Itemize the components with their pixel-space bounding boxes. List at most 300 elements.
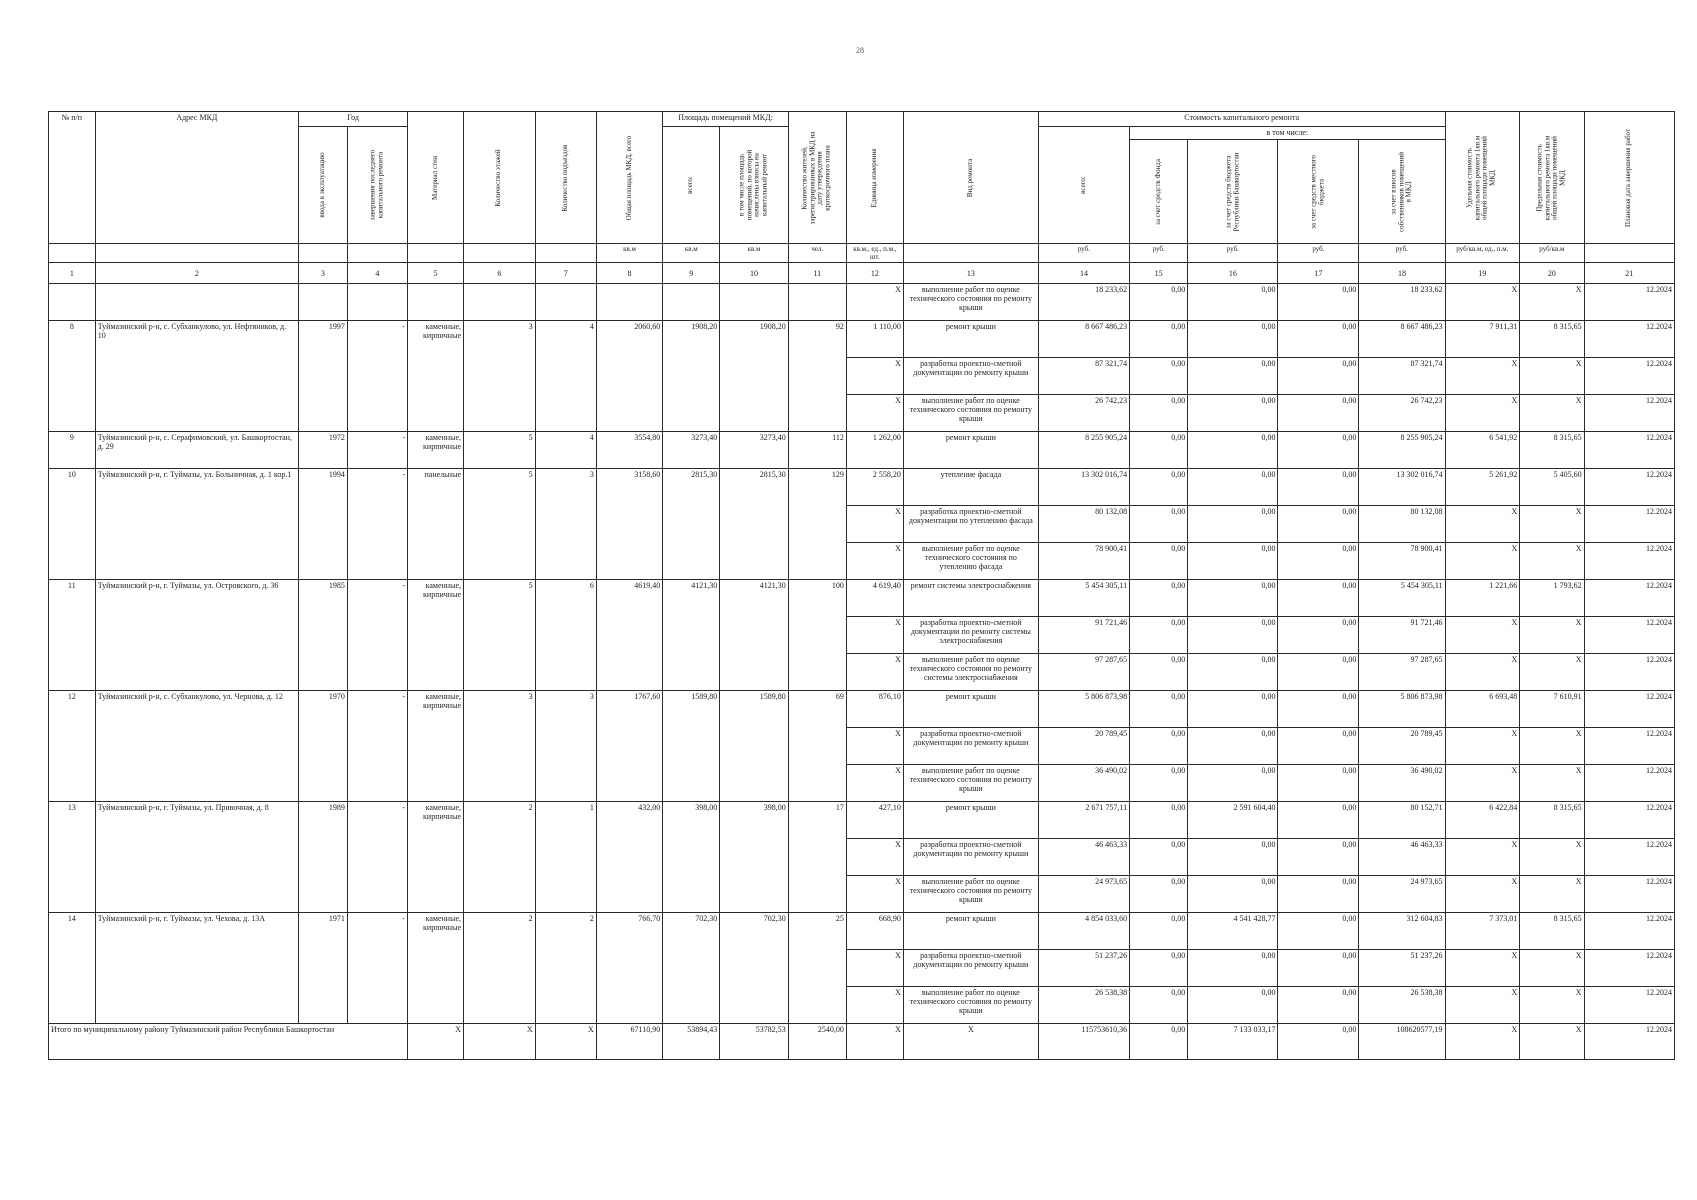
unit-cost-cell: 7 373,01 — [1445, 913, 1520, 950]
repair-type-cell: утепление фасада — [903, 469, 1038, 506]
empty-cell — [95, 284, 298, 321]
cost-local-cell: 0,00 — [1278, 987, 1359, 1024]
max-cost-cell: X — [1520, 358, 1584, 395]
cost-total-cell: 87 321,74 — [1038, 358, 1129, 395]
row-number-cell: 12 — [49, 691, 96, 802]
year-cell: 1972 — [299, 432, 348, 469]
header-planned-date: Плановая дата завершения работ — [1584, 112, 1674, 244]
header-premises-residents: в том числе площадь помещений, по которой начислены взносы на капитальный ремонт — [720, 127, 788, 244]
empty-cell — [720, 284, 788, 321]
last-repair-cell: - — [347, 691, 407, 802]
column-number: 20 — [1520, 263, 1584, 284]
cost-fund-cell: 0,00 — [1130, 321, 1188, 358]
planned-date-cell: 12.2024 — [1584, 284, 1674, 321]
planned-date-cell: 12.2024 — [1584, 617, 1674, 654]
cost-total-cell: 80 132,08 — [1038, 506, 1129, 543]
column-number: 10 — [720, 263, 788, 284]
cost-owners-cell: 8 667 486,23 — [1359, 321, 1445, 358]
header-registered-residents: Количество жителей, зарегистрированных в МКД на дату утверждения краткосрочного плана — [788, 112, 846, 244]
planned-date-cell: 12.2024 — [1584, 395, 1674, 432]
cost-republic-cell: 0,00 — [1188, 876, 1278, 913]
max-cost-cell: X — [1520, 728, 1584, 765]
unit-cost-cell: X — [1445, 284, 1520, 321]
premises-residents-cell: 398,00 — [720, 802, 788, 913]
planned-date-cell: 12.2024 — [1584, 469, 1674, 506]
header-address: Адрес МКД — [95, 112, 298, 244]
cost-local-cell: 0,00 — [1278, 395, 1359, 432]
max-cost-cell: X — [1520, 617, 1584, 654]
premises-residents-cell: 2815,30 — [720, 469, 788, 580]
cost-fund-cell: 0,00 — [1130, 580, 1188, 617]
planned-date-cell: 12.2024 — [1584, 506, 1674, 543]
unit-cost-cell: X — [1445, 728, 1520, 765]
total-repair-type-cell: X — [903, 1024, 1038, 1060]
cost-local-cell: 0,00 — [1278, 580, 1359, 617]
page-number: 28 — [856, 46, 864, 55]
max-cost-cell: 8 315,65 — [1520, 913, 1584, 950]
column-number: 19 — [1445, 263, 1520, 284]
header-premises-total: всего: — [663, 127, 720, 244]
planned-date-cell: 12.2024 — [1584, 876, 1674, 913]
cost-republic-cell: 4 541 428,77 — [1188, 913, 1278, 950]
planned-date-cell: 12.2024 — [1584, 321, 1674, 358]
header-num: № п/п — [49, 112, 96, 244]
max-cost-cell: 5 405,60 — [1520, 469, 1584, 506]
premises-residents-cell: 3273,40 — [720, 432, 788, 469]
total-area-cell: 3158,60 — [596, 469, 662, 580]
planned-date-cell: 12.2024 — [1584, 913, 1674, 950]
row-number-cell: 14 — [49, 913, 96, 1024]
unit-total-area: кв.м — [596, 244, 662, 263]
residents-cell: 25 — [788, 913, 846, 1024]
material-cell: каменные, кирпичные — [408, 580, 464, 691]
column-number: 14 — [1038, 263, 1129, 284]
table-row — [49, 913, 1675, 950]
cost-republic-cell: 0,00 — [1188, 395, 1278, 432]
residents-cell: 17 — [788, 802, 846, 913]
cost-local-cell: 0,00 — [1278, 802, 1359, 839]
repair-type-cell: ремонт крыши — [903, 691, 1038, 728]
column-number: 7 — [535, 263, 596, 284]
cost-local-cell: 0,00 — [1278, 358, 1359, 395]
header-floors: Количество этажей — [464, 112, 536, 244]
table-row — [49, 321, 1675, 358]
repair-type-cell: разработка проектно-сметной документации по ремонту крыши — [903, 728, 1038, 765]
column-number: 4 — [347, 263, 407, 284]
max-cost-cell: X — [1520, 876, 1584, 913]
cost-local-cell: 0,00 — [1278, 617, 1359, 654]
unit-cost-cell: X — [1445, 950, 1520, 987]
year-cell: 1997 — [299, 321, 348, 432]
total-area-cell: 2060,60 — [596, 321, 662, 432]
unit-cost-cell: X — [1445, 987, 1520, 1024]
address-cell: Туймазинский р-н, г. Туймазы, ул. Островского, д. 36 — [95, 580, 298, 691]
year-cell: 1985 — [299, 580, 348, 691]
material-cell: каменные, кирпичные — [408, 432, 464, 469]
column-number: 17 — [1278, 263, 1359, 284]
header-unit-cost: Удельная стоимость капитального ремонта 1кв.м общей площади помещений МКД — [1445, 112, 1520, 244]
repair-type-cell: ремонт крыши — [903, 802, 1038, 839]
max-cost-cell: 8 315,65 — [1520, 321, 1584, 358]
cost-local-cell: 0,00 — [1278, 654, 1359, 691]
planned-date-cell: 12.2024 — [1584, 432, 1674, 469]
cost-republic-cell: 0,00 — [1188, 987, 1278, 1024]
max-cost-cell: X — [1520, 284, 1584, 321]
cost-owners-cell: 78 900,41 — [1359, 543, 1445, 580]
premises-residents-cell: 4121,30 — [720, 580, 788, 691]
cost-republic-cell: 0,00 — [1188, 728, 1278, 765]
unit-cell: X — [846, 654, 903, 691]
total-unit-cost-cell: X — [1445, 1024, 1520, 1060]
total-area-cell: 766,70 — [596, 913, 662, 1024]
premises-total-cell: 1589,80 — [663, 691, 720, 802]
header-year-group: Год — [299, 112, 408, 127]
cost-republic-cell: 0,00 — [1188, 321, 1278, 358]
unit-cost-cell: 5 261,92 — [1445, 469, 1520, 506]
row-number-cell: 11 — [49, 580, 96, 691]
max-cost-cell: X — [1520, 543, 1584, 580]
total-cost-owners-cell: 108620577,19 — [1359, 1024, 1445, 1060]
residents-cell: 112 — [788, 432, 846, 469]
cost-owners-cell: 80 132,08 — [1359, 506, 1445, 543]
cost-fund-cell: 0,00 — [1130, 543, 1188, 580]
cost-owners-cell: 80 152,71 — [1359, 802, 1445, 839]
cost-owners-cell: 24 973,65 — [1359, 876, 1445, 913]
cost-owners-cell: 91 721,46 — [1359, 617, 1445, 654]
table-row — [49, 802, 1675, 839]
unit-cell: 668,90 — [846, 913, 903, 950]
unit-cost-cell: X — [1445, 765, 1520, 802]
cost-total-cell: 5 806 873,98 — [1038, 691, 1129, 728]
total-area-cell: 67110,90 — [596, 1024, 662, 1060]
header-unit: Единица измерения — [846, 112, 903, 244]
cost-republic-cell: 0,00 — [1188, 469, 1278, 506]
total-area-cell: 1767,60 — [596, 691, 662, 802]
header-cost-republic: за счет средств бюджета Республики Башкортостан — [1188, 140, 1278, 244]
floors-cell: 2 — [464, 802, 536, 913]
table-row — [49, 469, 1675, 506]
total-cost-fund-cell: 0,00 — [1130, 1024, 1188, 1060]
premises-total-cell: 2815,30 — [663, 469, 720, 580]
unit-cell: 1 110,00 — [846, 321, 903, 358]
total-premises-total-cell: 53894,43 — [663, 1024, 720, 1060]
unit-cost-cell: X — [1445, 839, 1520, 876]
empty-cell — [299, 284, 348, 321]
max-cost-cell: 7 610,91 — [1520, 691, 1584, 728]
cost-republic-cell: 0,00 — [1188, 580, 1278, 617]
empty-cell — [49, 284, 96, 321]
header-including: в том числе: — [1130, 127, 1445, 140]
row-number-cell: 13 — [49, 802, 96, 913]
cost-owners-cell: 8 255 905,24 — [1359, 432, 1445, 469]
cost-republic-cell: 0,00 — [1188, 765, 1278, 802]
entrances-cell: 4 — [535, 321, 596, 432]
cost-total-cell: 8 667 486,23 — [1038, 321, 1129, 358]
cost-fund-cell: 0,00 — [1130, 691, 1188, 728]
table-row — [49, 691, 1675, 728]
column-number: 2 — [95, 263, 298, 284]
cost-local-cell: 0,00 — [1278, 765, 1359, 802]
floors-cell: 3 — [464, 691, 536, 802]
floors-cell: 5 — [464, 580, 536, 691]
repair-type-cell: разработка проектно-сметной документации по ремонту крыши — [903, 358, 1038, 395]
empty-cell — [535, 284, 596, 321]
year-cell: 1971 — [299, 913, 348, 1024]
column-number: 6 — [464, 263, 536, 284]
cost-local-cell: 0,00 — [1278, 950, 1359, 987]
unit-cell: X — [846, 358, 903, 395]
planned-date-cell: 12.2024 — [1584, 765, 1674, 802]
column-number: 13 — [903, 263, 1038, 284]
cost-total-cell: 2 671 757,11 — [1038, 802, 1129, 839]
total-row — [49, 1024, 1675, 1060]
cost-fund-cell: 0,00 — [1130, 950, 1188, 987]
year-cell: 1970 — [299, 691, 348, 802]
unit-cell: 427,10 — [846, 802, 903, 839]
empty-cell — [464, 284, 536, 321]
cost-local-cell: 0,00 — [1278, 284, 1359, 321]
cost-fund-cell: 0,00 — [1130, 617, 1188, 654]
table-row — [49, 284, 1675, 321]
planned-date-cell: 12.2024 — [1584, 839, 1674, 876]
total-residents-cell: 2540,00 — [788, 1024, 846, 1060]
material-cell: панельные — [408, 469, 464, 580]
repair-type-cell: выполнение работ по оценке технического состояния по ремонту крыши — [903, 765, 1038, 802]
cost-local-cell: 0,00 — [1278, 321, 1359, 358]
address-cell: Туймазинский р-н, г. Туймазы, ул. Больничная, д. 1 кор.1 — [95, 469, 298, 580]
address-cell: Туймазинский р-н, г. Туймазы, ул. Чехова, д. 13А — [95, 913, 298, 1024]
planned-date-cell: 12.2024 — [1584, 987, 1674, 1024]
total-premises-residents-cell: 53782,53 — [720, 1024, 788, 1060]
year-cell: 1994 — [299, 469, 348, 580]
cost-total-cell: 8 255 905,24 — [1038, 432, 1129, 469]
unit-cell: X — [846, 284, 903, 321]
header-max-cost: Предельная стоимость капитального ремонта 1кв.м общей площади помещений МКД — [1520, 112, 1584, 244]
cost-owners-cell: 26 538,38 — [1359, 987, 1445, 1024]
cost-owners-cell: 18 233,62 — [1359, 284, 1445, 321]
last-repair-cell: - — [347, 802, 407, 913]
last-repair-cell: - — [347, 469, 407, 580]
entrances-cell: 2 — [535, 913, 596, 1024]
unit-cost-cell: 6 541,92 — [1445, 432, 1520, 469]
max-cost-cell: 8 315,65 — [1520, 802, 1584, 839]
cost-owners-cell: 13 302 016,74 — [1359, 469, 1445, 506]
unit-cell: X — [846, 987, 903, 1024]
cost-owners-cell: 312 604,83 — [1359, 913, 1445, 950]
total-max-cost-cell: X — [1520, 1024, 1584, 1060]
cost-republic-cell: 0,00 — [1188, 432, 1278, 469]
column-number: 5 — [408, 263, 464, 284]
planned-date-cell: 12.2024 — [1584, 728, 1674, 765]
unit-cell: 876,10 — [846, 691, 903, 728]
repair-type-cell: разработка проектно-сметной документации по ремонту крыши — [903, 950, 1038, 987]
cost-local-cell: 0,00 — [1278, 839, 1359, 876]
material-cell: каменные, кирпичные — [408, 913, 464, 1024]
unit-cost-cell: 1 221,66 — [1445, 580, 1520, 617]
cost-owners-cell: 87 321,74 — [1359, 358, 1445, 395]
cost-total-cell: 36 490,02 — [1038, 765, 1129, 802]
unit-cost-owners: руб. — [1359, 244, 1445, 263]
cost-total-cell: 20 789,45 — [1038, 728, 1129, 765]
cost-total-cell: 78 900,41 — [1038, 543, 1129, 580]
repair-type-cell: выполнение работ по оценке технического состояния по ремонту крыши — [903, 987, 1038, 1024]
column-number: 8 — [596, 263, 662, 284]
premises-total-cell: 4121,30 — [663, 580, 720, 691]
column-number: 11 — [788, 263, 846, 284]
table-row — [49, 580, 1675, 617]
cost-fund-cell: 0,00 — [1130, 728, 1188, 765]
address-cell: Туймазинский р-н, с. Субханкулово, ул. Нефтяников, д. 10 — [95, 321, 298, 432]
cost-republic-cell: 0,00 — [1188, 950, 1278, 987]
unit-cell: X — [846, 876, 903, 913]
cost-republic-cell: 0,00 — [1188, 543, 1278, 580]
residents-cell: 92 — [788, 321, 846, 432]
cost-owners-cell: 36 490,02 — [1359, 765, 1445, 802]
cost-fund-cell: 0,00 — [1130, 506, 1188, 543]
floors-cell: 5 — [464, 432, 536, 469]
total-floors-cell: X — [464, 1024, 536, 1060]
last-repair-cell: - — [347, 913, 407, 1024]
max-cost-cell: X — [1520, 506, 1584, 543]
cost-owners-cell: 46 463,33 — [1359, 839, 1445, 876]
cost-republic-cell: 0,00 — [1188, 284, 1278, 321]
unit-cost-cell: X — [1445, 654, 1520, 691]
repair-type-cell: выполнение работ по оценке технического состояния по ремонту крыши — [903, 876, 1038, 913]
repair-type-cell: разработка проектно-сметной документации по ремонту крыши — [903, 839, 1038, 876]
max-cost-cell: X — [1520, 395, 1584, 432]
total-material-cell: X — [408, 1024, 464, 1060]
repair-type-cell: выполнение работ по оценке технического состояния по ремонту крыши — [903, 284, 1038, 321]
header-cost-owners: за счет взносов собственников помещений в МКД — [1359, 140, 1445, 244]
column-number: 21 — [1584, 263, 1674, 284]
max-cost-cell: 8 315,65 — [1520, 432, 1584, 469]
premises-residents-cell: 702,30 — [720, 913, 788, 1024]
max-cost-cell: X — [1520, 987, 1584, 1024]
cost-fund-cell: 0,00 — [1130, 765, 1188, 802]
unit-unit-cost: руб/кв.м, ед., п.м. — [1445, 244, 1520, 263]
material-cell: каменные, кирпичные — [408, 802, 464, 913]
cost-republic-cell: 0,00 — [1188, 654, 1278, 691]
unit-cell: 2 558,20 — [846, 469, 903, 506]
repair-type-cell: ремонт системы электроснабжения — [903, 580, 1038, 617]
premises-total-cell: 3273,40 — [663, 432, 720, 469]
planned-date-cell: 12.2024 — [1584, 691, 1674, 728]
unit-cell: 4 619,40 — [846, 580, 903, 617]
cost-fund-cell: 0,00 — [1130, 469, 1188, 506]
table-row — [49, 432, 1675, 469]
empty-cell — [788, 284, 846, 321]
unit-cost-cell: X — [1445, 395, 1520, 432]
unit-cost-cell: X — [1445, 358, 1520, 395]
unit-max-cost: руб/кв.м — [1520, 244, 1584, 263]
cost-republic-cell: 0,00 — [1188, 617, 1278, 654]
cost-local-cell: 0,00 — [1278, 543, 1359, 580]
max-cost-cell: 1 793,62 — [1520, 580, 1584, 617]
column-number: 18 — [1359, 263, 1445, 284]
cost-republic-cell: 0,00 — [1188, 839, 1278, 876]
total-cost-republic-cell: 7 133 033,17 — [1188, 1024, 1278, 1060]
header-cost-group: Стоимость капитального ремонта — [1038, 112, 1445, 127]
empty-cell — [347, 284, 407, 321]
max-cost-cell: X — [1520, 950, 1584, 987]
cost-fund-cell: 0,00 — [1130, 876, 1188, 913]
header-repair-type: Вид ремонта — [903, 112, 1038, 244]
unit-cost-total: руб. — [1038, 244, 1129, 263]
unit-cell: X — [846, 728, 903, 765]
header-wall-material: Материал стен — [408, 112, 464, 244]
cost-owners-cell: 5 806 873,98 — [1359, 691, 1445, 728]
repair-type-cell: ремонт крыши — [903, 432, 1038, 469]
total-entrances-cell: X — [535, 1024, 596, 1060]
cost-fund-cell: 0,00 — [1130, 654, 1188, 691]
row-number-cell: 9 — [49, 432, 96, 469]
cost-fund-cell: 0,00 — [1130, 432, 1188, 469]
unit-premises-total: кв.м — [663, 244, 720, 263]
entrances-cell: 3 — [535, 691, 596, 802]
residents-cell: 129 — [788, 469, 846, 580]
year-cell: 1989 — [299, 802, 348, 913]
column-number: 1 — [49, 263, 96, 284]
unit-cell: X — [846, 765, 903, 802]
total-area-cell: 4619,40 — [596, 580, 662, 691]
planned-date-cell: 12.2024 — [1584, 358, 1674, 395]
header-entrances: Количество подъездов — [535, 112, 596, 244]
repair-type-cell: выполнение работ по оценке технического состояния по утеплению фасада — [903, 543, 1038, 580]
material-cell: каменные, кирпичные — [408, 691, 464, 802]
cost-owners-cell: 26 742,23 — [1359, 395, 1445, 432]
last-repair-cell: - — [347, 580, 407, 691]
row-number-cell: 10 — [49, 469, 96, 580]
empty-cell — [596, 284, 662, 321]
entrances-cell: 1 — [535, 802, 596, 913]
repair-type-cell: разработка проектно-сметной документации по утеплению фасада — [903, 506, 1038, 543]
repair-type-cell: разработка проектно-сметной документации по ремонту системы электроснабжения — [903, 617, 1038, 654]
cost-total-cell: 24 973,65 — [1038, 876, 1129, 913]
unit-cost-fund: руб. — [1130, 244, 1188, 263]
total-date-cell: 12.2024 — [1584, 1024, 1674, 1060]
cost-total-cell: 18 233,62 — [1038, 284, 1129, 321]
floors-cell: 2 — [464, 913, 536, 1024]
cost-owners-cell: 97 287,65 — [1359, 654, 1445, 691]
unit-cost-cell: X — [1445, 876, 1520, 913]
total-area-cell: 432,00 — [596, 802, 662, 913]
cost-fund-cell: 0,00 — [1130, 913, 1188, 950]
unit-cell: X — [846, 543, 903, 580]
cost-republic-cell: 0,00 — [1188, 691, 1278, 728]
unit-cost-cell: 7 911,31 — [1445, 321, 1520, 358]
total-unit-cell: X — [846, 1024, 903, 1060]
column-numbers-row — [49, 263, 1675, 284]
cost-total-cell: 26 742,23 — [1038, 395, 1129, 432]
total-label-cell: Итого по муниципальному району Туймазинский район Республики Башкортостан — [49, 1024, 408, 1060]
repair-type-cell: выполнение работ по оценке технического состояния по ремонту крыши — [903, 395, 1038, 432]
cost-fund-cell: 0,00 — [1130, 395, 1188, 432]
address-cell: Туймазинский р-н, г. Туймазы, ул. Привочная, д. 8 — [95, 802, 298, 913]
planned-date-cell: 12.2024 — [1584, 950, 1674, 987]
empty-cell — [663, 284, 720, 321]
unit-cost-republic: руб. — [1188, 244, 1278, 263]
cost-local-cell: 0,00 — [1278, 432, 1359, 469]
entrances-cell: 4 — [535, 432, 596, 469]
address-cell: Туймазинский р-н, с. Серафимовский, ул. Башкортостан, д. 29 — [95, 432, 298, 469]
header-year-last-repair: завершения последнего капитального ремонта — [347, 127, 407, 244]
cost-fund-cell: 0,00 — [1130, 358, 1188, 395]
premises-total-cell: 398,00 — [663, 802, 720, 913]
address-cell: Туймазинский р-н, с. Субханкулово, ул. Чернова, д. 12 — [95, 691, 298, 802]
last-repair-cell: - — [347, 432, 407, 469]
total-area-cell: 3554,80 — [596, 432, 662, 469]
unit-cost-local: руб. — [1278, 244, 1359, 263]
